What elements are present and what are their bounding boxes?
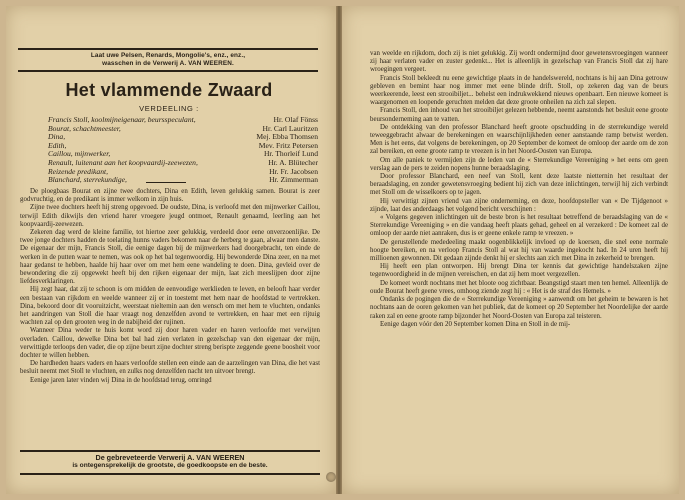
paragraph: Door professor Blanchard, een neef van Stoll, kent deze laatste nietternin het resultaat der beraadslaging, en zonder gewetensvroeging bedient hij zich van deze inlichtingen, terwijl hij zich verbindt met Stoll om de wisselkoers op te jagen. <box>370 173 668 197</box>
paragraph: De komeet wordt nochtans met het bloote oog zichtbaar. Beangstigd staart men ten hemel. Alleenlijk de oude Bourat heeft geene vrees, omhoog ziende zegt hij : « Het is de straf des Hemels. » <box>370 279 668 295</box>
cast-role: Dina, <box>48 132 66 142</box>
rule <box>18 70 318 72</box>
paragraph: Om alle paniek te vermijden zijn de leden van de « Sterrekundige Vereeniging » het eens om geen verslag aan de pers te zeiden nopens hunne beraadslaging. <box>370 156 668 172</box>
cast-actor: Hr. Thorleif Lund <box>263 149 318 159</box>
ad-top-line2: wasschen in de Verwerij A. VAN WEEREN. <box>102 60 234 67</box>
paragraph: De ontdekking van den professor Blanchard heeft groote opschudding in de sterrekundige wereld teweeggebracht alwaar de berekeningen en waarschijnlijkheden eener aanstaande ramp betwist werden. Men is het eens, dat volgens de berekeningen, op 20 September de komeet de omloop der aarde om de zon zal bereiken, en eene groote ramp te vreezen is in het Noord-Oosten van Europa. <box>370 123 668 156</box>
paragraph: Francis Stoll bekleedt nu eene gewichtige plaats in de handelswereld, nochtans is hij aan Dina getrouw gebleven en bemint haar nog immer met eene blinde drift. Stoll, op zekeren dag van de beurs weerkeerende, leest een strooibiljet... behelst een indrukwekkend nieuws openbaart. Een nieuwe komeet is waargenomen en loopende geruchten melden dat deze groote onheilen na zich zal slepen. <box>370 74 668 107</box>
cast-role: Bourat, schachtmeester, <box>48 123 121 133</box>
cast-role: Francis Stoll, koolmijneigenaar, beursspeculant, <box>48 115 196 124</box>
cast-actor: Hr. A. Blütecher <box>268 157 318 167</box>
rule <box>18 48 318 50</box>
paragraph: Eenige dagen vóór den 20 September komen Dina en Stoll in de mij- <box>380 320 571 328</box>
cast-role: Blanchard, sterrekundige, <box>48 175 127 185</box>
cast-actor: Hr. Olaf Fönss <box>273 115 318 124</box>
paragraph: De ploegbaas Bourat en zijne twee dochters, Dina en Edith, leven gelukkig samen. Bourat is zeer godvruchtig, en de predikant is immer welkom in zijn huis. <box>20 188 320 204</box>
paragraph: Wanneer Dina weder te huis komt word zij door haren vader en haren verloofde met verwijten overladen. Caillou, dewelke Dina bet bal had zien verlaten in gezelschap van den eigenaar der mijn, verwittigde terloops den vader, die op zijne beurt zijne dochter streng berispte zeggende geene boosheit voor dochter te willen hebben. <box>20 327 320 360</box>
divider <box>146 182 186 183</box>
ad-top-line1: Laat uwe Pelsen, Renards, Mongolie's, enz., enz., <box>90 52 246 59</box>
synopsis-right <box>370 50 668 490</box>
paragraph: Hij zegt haar, dat zij te schoon is om midden de eenvoudige werklieden te leven, en belooft haar verder een bestaan van rijkdom en weelde wanneer zij er in toestemt met hem naar de hoofdstad te vertrekken. Dina, bekoord door dit vooruitzicht, weerstaat nieltemin aan den wensch om met hem te vluchten, ondanks het aandringen van Stoll die haar vraagt nog denzelfden avond te vertrekken, en haar met een rijtuig wachten zal op den grooten weg in de nabijheid der rujinen. <box>20 286 320 327</box>
right-page <box>342 6 679 494</box>
binding-hole <box>326 472 336 482</box>
paragraph: « Volgens gegeven inlichtingen uit de beste bron is het resultaat betreffend de beraadslaging van de « Sterrekundige Vereeniging » en die vandaag heeft plaats gehad, geheel en al verzekerd : De komeet zal de omloop der aarde niet aanraken, dus is er geene enkele ramp te vreezen. » <box>370 214 668 238</box>
cast-role: Renault, luitenant aan het koopvaardij-zeewezen, <box>48 157 198 167</box>
cast-role: Reizende predikant, <box>48 166 109 176</box>
paragraph: Hij heeft een plan ontworpen. Hij brengt Dina ter kennis dat gewichtige handelszaken zijne tegenwoordigheid in de mijnen vereischen, en dat zij hem moet vergezellen. <box>370 263 668 279</box>
ad-bottom-line1: De gebreveteerde Verwerij A. VAN WEEREN <box>95 453 245 462</box>
advertisement-top <box>18 46 318 74</box>
rule <box>20 450 320 452</box>
paragraph: De hardheden haars vaders en haars verloofde stellen een einde aan de aarzelingen van Dina, die het vast besluit neemt met Stoll te vluchten, en zulks nog denzelfden nacht ten uitvoer brengt. <box>20 360 320 376</box>
cast-row <box>48 176 318 185</box>
paragraph: Eenige jaren later vinden wij Dina in de hoofdstad terug, omringd <box>30 376 212 384</box>
paragraph: Hij verwittigt zijnen vriend van zijne onderneming, en deze, hoofdopsteller van « De Tijdgenoot » zijnde, laat des anderdaags het volgend bericht verschijnen : <box>370 197 668 213</box>
cast-actor: Hr. Carl Lauritzen <box>262 123 318 133</box>
rule <box>20 473 320 475</box>
cast-actor: Mej. Ebba Thomsen <box>256 132 318 142</box>
cast-role: Edith, <box>48 140 67 150</box>
paragraph: Francis Stoll, den inhoud van het strooibiljet gelezen hebbende, neemt aanstonds het besluit eene groote beursonderneming aan te vatten. <box>370 107 668 123</box>
cast-heading: VERDEELING : <box>139 104 199 113</box>
left-page <box>6 6 336 494</box>
paragraph: Zekeren dag werd de kleine familie, tot hiertoe zeer gelukkig, verdeeld door eene onverzoenlijke. De twee jonge dochters hadden de toelating hunns vaders bekomen naar de herberg te gaan, alwaar men danste. De eigenaar der mijn, Francis Stoll, die eenige dagen bij de mijnwerkers had doorgebracht, ten einde de werken in de putten waar te nemen, was ook op het bal tegenwoordig. Hij bewonderde Dina zeer, en na met haar gedanst te hebben, haalde hij haar over om met hem eene wandeling te doen. Dina, gevleid over de bewondering die zij opgewekt heeft bij den rijken eigenaar der mijn, laat zich meeslijpen door zijne liefdesverklaringen. <box>20 229 320 286</box>
ad-bottom-line2: is ontegensprekelijk de grootste, de goedkoopste en de beste. <box>72 462 268 470</box>
page-title: Het vlammende Zwaard <box>65 80 273 100</box>
cast-role: Caillou, mijnwerker, <box>48 149 111 159</box>
cast-actor: Hr. Zimmerman <box>269 175 318 185</box>
cast-list <box>48 116 318 185</box>
paragraph: De gerustellende mededeeling maakt oogenblikkelijk invloed op de koersen, die snel eene normale hoogte bereiken, en na verloop Francis Stoll al wat hij van waarde ingekocht had. In 24 uren heeft hij millioenen gewonnen. Dit gedaan zijnde denkt hij er slechts aan zich met Dina in zekerheid te brengen. <box>370 238 668 263</box>
cast-actor: Hr. Fr. Jacobsen <box>269 166 318 176</box>
paragraph: van weelde en rijkdom, doch zij is niet gelukkig. Zij wordt ondermijnd door gewetensvroegingen wanneer zij haar verlaten vader en zuster gedenkt... Het is alleenlijk in gezelschap van Francis Stoll dat zij hare wroegingen vergeet. <box>370 50 668 74</box>
paragraph: Zijne twee dochters heeft hij streng opgevoed. De oudste, Dina, is verloofd met den mijnwerker Caillou, terwijl Edith dikwijls den vriend harer vroegere jeugd ontmoet, Renault genaamd, leerling aan het koopvaardij-zeewezen. <box>20 204 320 228</box>
synopsis-left <box>20 188 320 444</box>
paragraph: Ondanks de pogingen die de « Sterrekundige Vereeniging » aanwendt om het geheim te bewaren is het nochtans aan de ooren gekomen van het publiek, dat de komeet op 20 September het Noordelijke der aarde raken zal en eene groote ramp bijzonder het Noord-Oosten van Europa zal teisteren. <box>370 296 668 320</box>
advertisement-bottom <box>20 448 320 477</box>
cast-actor: Mev. Fritz Petersen <box>258 140 318 150</box>
